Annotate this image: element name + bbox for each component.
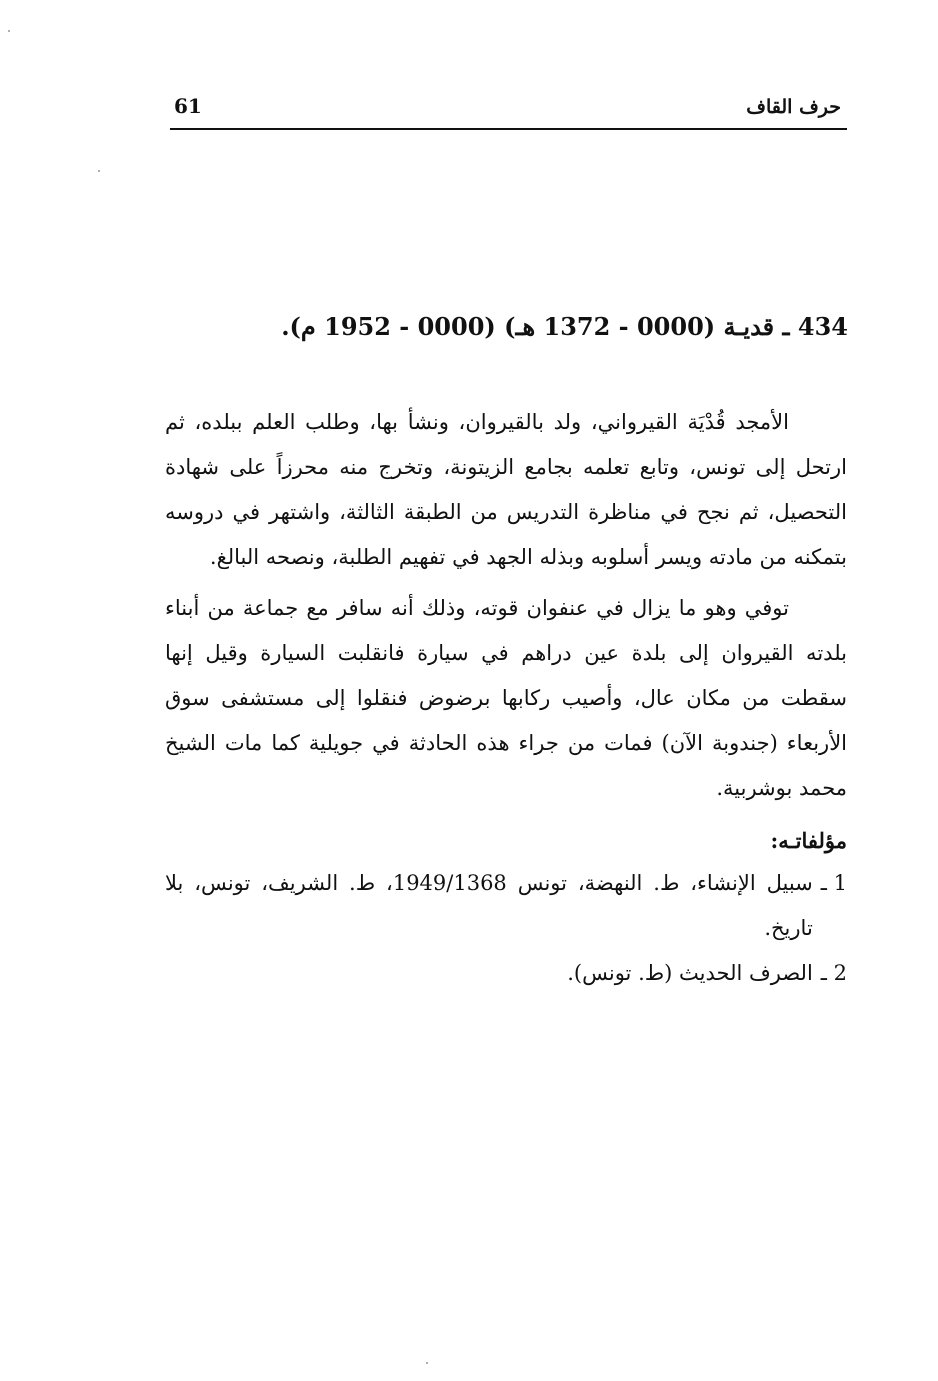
work-item-text: سبيل الإنشاء، ط. النهضة، تونس 1949/1368، ط. الشريف، تونس، بلا تاريخ.	[165, 871, 813, 940]
entry-body	[165, 400, 847, 996]
biography-paragraph-1: الأمجد قُدْيَة القيرواني، ولد بالقيروان، ونشأ بها، وطلب العلم ببلده، ثم ارتحل إلى تونس، وتابع تعلمه بجامع الزيتونة، وتخرج منه محرزاً على شهادة التحصيل، ثم نجح في مناظرة التدريس من الطبقة الثالثة، واشتهر في دروسه بتمكنه من مادته ويسر أسلوبه وبذله الجهد في تفهيم الطلبة، ونصحه البالغ.	[165, 410, 847, 569]
entry-title: 434 ـ قديـة (0000 - 1372 هـ) (0000 - 1952 م).	[281, 312, 848, 341]
scan-speck	[8, 30, 10, 32]
work-item	[165, 951, 847, 996]
work-item	[165, 861, 847, 951]
running-head: حرف القاف	[746, 96, 841, 118]
page-number: 61	[174, 94, 202, 118]
work-item-number: 2 ـ	[820, 961, 847, 985]
work-item-number: 1 ـ	[820, 871, 847, 895]
scan-speck	[98, 170, 100, 172]
works-heading: مؤلفاتـه:	[770, 828, 847, 853]
works-list	[165, 861, 847, 996]
scan-speck	[426, 1362, 428, 1364]
biography-paragraph-2: توفي وهو ما يزال في عنفوان قوته، وذلك أنه سافر مع جماعة من أبناء بلدته القيروان إلى بلدة عين دراهم في سيارة فانقلبت السيارة وقيل إنها سقطت من مكان عال، وأصيب ركابها برضوض فنقلوا إلى مستشفى سوق الأربعاء (جندوبة الآن) فمات من جراء هذه الحادثة في جويلية كما مات الشيخ محمد بوشربية.	[165, 596, 847, 800]
work-item-text: الصرف الحديث (ط. تونس).	[567, 961, 813, 985]
page-header	[170, 92, 847, 130]
